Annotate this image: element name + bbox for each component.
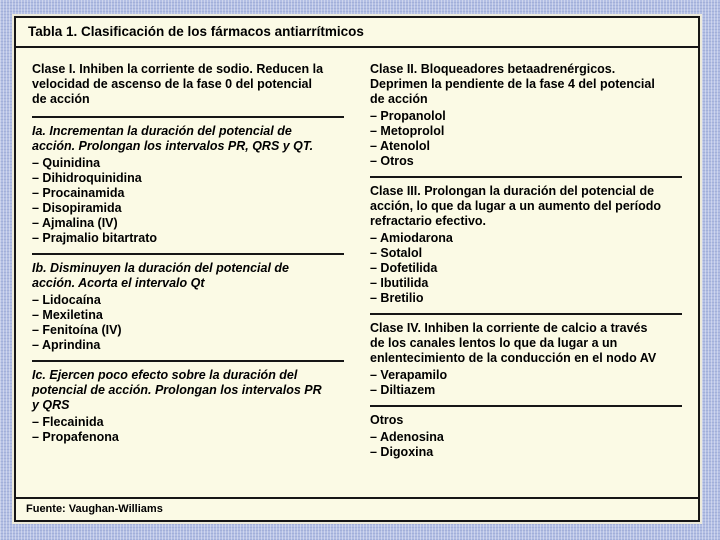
classification-section (32, 116, 344, 253)
drug-item: – Lidocaína (32, 293, 101, 307)
drug-item: – Quinidina (32, 156, 101, 170)
drug-item: – Otros (370, 154, 414, 168)
drug-item: – Diltiazem (370, 383, 436, 397)
section-heading: Clase I. Inhiben la corriente de sodio. Reducen la velocidad de ascenso de la fase 0 del potencial de acción (32, 62, 324, 106)
table-header (16, 18, 698, 48)
classification-section (370, 405, 682, 467)
drug-list (32, 156, 344, 246)
section-heading: Clase III. Prolongan la duración del potencial de acción, lo que da lugar a un aumento del período refractario efectivo. (370, 184, 662, 228)
drug-item: – Fenitoína (IV) (32, 323, 122, 337)
drug-list (32, 293, 344, 353)
drug-item: – Flecainida (32, 415, 104, 429)
drug-list (32, 415, 344, 445)
classification-section (32, 56, 344, 116)
section-heading: Ic. Ejercen poco efecto sobre la duración del potencial de acción. Prolongan los intervalos PR y QRS (32, 368, 322, 412)
table-card (14, 16, 700, 522)
drug-item: – Ibutilida (370, 276, 429, 290)
section-heading: Clase IV. Inhiben la corriente de calcio a través de los canales lentos lo que da lugar a un enlentecimiento de la conducción en el nodo AV (370, 321, 657, 365)
classification-section (370, 313, 682, 405)
drug-item: – Propanolol (370, 109, 446, 123)
drug-item: – Digoxina (370, 445, 434, 459)
drug-item: – Ajmalina (IV) (32, 216, 118, 230)
drug-item: – Bretilio (370, 291, 424, 305)
drug-list (370, 109, 682, 169)
drug-item: – Sotalol (370, 246, 423, 260)
classification-section (32, 360, 344, 452)
drug-item: – Aprindina (32, 338, 101, 352)
section-heading: Ib. Disminuyen la duración del potencial de acción. Acorta el intervalo Qt (32, 261, 289, 290)
drug-item: – Prajmalio bitartrato (32, 231, 158, 245)
drug-item: – Propafenona (32, 430, 119, 444)
drug-list (370, 231, 682, 306)
drug-item: – Metoprolol (370, 124, 445, 138)
table-title: Tabla 1. Clasificación de los fármacos antiarrítmicos (28, 24, 364, 39)
drug-item: – Amiodarona (370, 231, 453, 245)
section-heading: Otros (370, 413, 404, 427)
drug-item: – Atenolol (370, 139, 430, 153)
drug-item: – Dofetilida (370, 261, 438, 275)
source-note: Fuente: Vaughan-Williams (26, 503, 163, 515)
section-heading: Clase II. Bloqueadores betaadrenérgicos. Deprimen la pendiente de la fase 4 del potencial de acción (370, 62, 655, 106)
drug-item: – Disopiramida (32, 201, 122, 215)
classification-section (370, 176, 682, 313)
table-body (16, 48, 698, 497)
drug-item: – Dihidroquinidina (32, 171, 142, 185)
classification-section (32, 253, 344, 360)
left-column (32, 56, 344, 493)
drug-item: – Mexiletina (32, 308, 103, 322)
classification-section (370, 56, 682, 176)
section-heading: Ia. Incrementan la duración del potencial de acción. Prolongan los intervalos PR, QRS y QT. (32, 124, 314, 153)
table-footer (16, 497, 698, 520)
drug-list (370, 430, 682, 460)
drug-item: – Verapamilo (370, 368, 448, 382)
drug-list (370, 368, 682, 398)
right-column (370, 56, 682, 493)
drug-item: – Adenosina (370, 430, 444, 444)
drug-item: – Procainamida (32, 186, 125, 200)
